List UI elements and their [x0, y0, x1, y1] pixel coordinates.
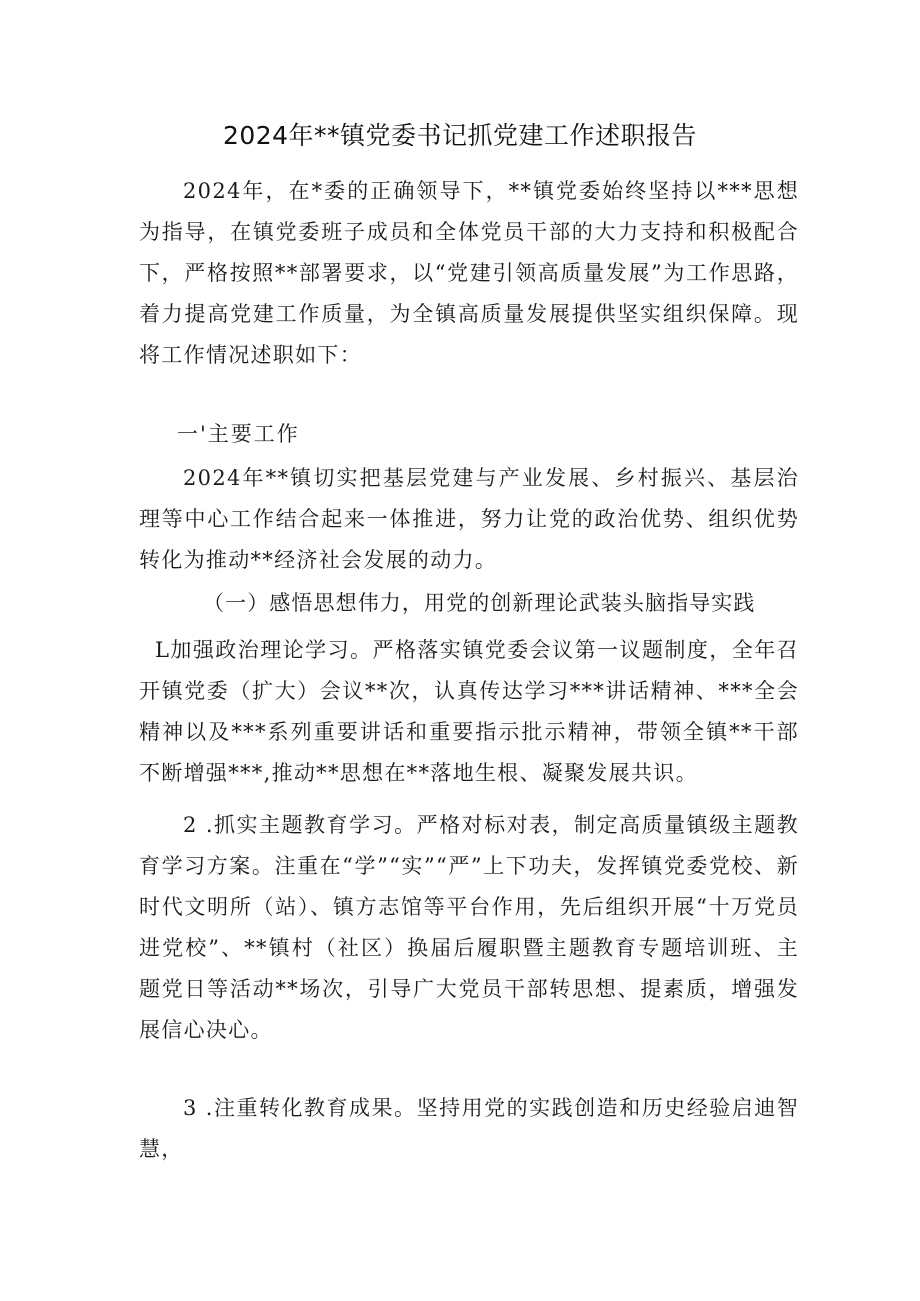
subsection-heading-1: （一）感悟思想伟力，用党的创新理论武装头脑指导实践 [203, 591, 756, 615]
list-item-1: L加强政治理论学习。严格落实镇党委会议第一议题制度，全年召开镇党委（扩大）会议**次，认真传达学习***讲话精神、***全会精神以及***系列重要讲话和重要指示批示精神，带领全镇**干部不断增强***,推动**思想在**落地生根、凝聚发展共识。 [139, 638, 799, 785]
section-heading-main-work: 一'主要工作 [177, 422, 300, 446]
document-title: 2024年**镇党委书记抓党建工作述职报告 [222, 121, 698, 150]
list-item-3: 3 .注重转化教育成果。坚持用党的实践创造和历史经验启迪智慧， [139, 1096, 799, 1161]
intro-paragraph: 2024年，在*委的正确领导下，**镇党委始终坚持以***思想为指导，在镇党委班子成员和全体党员干部的大力支持和积极配合下，严格按照**部署要求，以“党建引领高质量发展”为工作思路，着力提高党建工作质量，为全镇高质量发展提供坚实组织保障。现将工作情况述职如下： [139, 179, 799, 367]
main-work-paragraph: 2024年**镇切实把基层党建与产业发展、乡村振兴、基层治理等中心工作结合起来一体推进，努力让党的政治优势、组织优势转化为推动**经济社会发展的动力。 [139, 466, 799, 572]
list-item-2: 2 .抓实主题教育学习。严格对标对表，制定高质量镇级主题教育学习方案。注重在“学”“实”“严”上下功夫，发挥镇党委党校、新时代文明所（站）、镇方志馆等平台作用，先后组织开展“十万党员进党校”、**镇村（社区）换届后履职暨主题教育专题培训班、主题党日等活动**场次，引导广大党员干部转思想、提素质，增强发展信心决心。 [139, 813, 799, 1042]
